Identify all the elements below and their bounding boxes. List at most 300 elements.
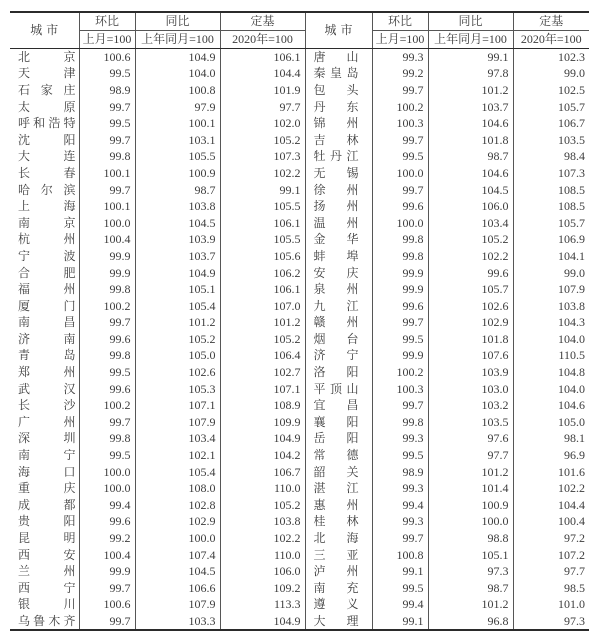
base-value-right: 108.5 [558,199,585,214]
city-cell-right: 大理 [305,613,372,630]
city-cell-left: 长沙 [10,397,79,414]
mom-value-left: 100.1 [79,198,135,215]
mom-value-right: 100.3 [372,380,428,397]
price-index-table-container [10,11,589,631]
city-cell-right: 韶关 [305,463,372,480]
base-value-right: 107.2 [558,547,585,562]
city-cell-left: 长春 [10,165,79,182]
city-cell-right: 遵义 [305,596,372,613]
yoy-value-left: 107.9 [135,414,220,431]
city-cell-left: 大连 [10,148,79,165]
mom-value-left: 100.2 [79,397,135,414]
city-cell-left: 重庆 [10,480,79,497]
table-row [10,49,589,66]
yoy-value-right: 102.2 [428,248,513,265]
mom-value-right: 98.9 [372,463,428,480]
city-cell-left: 石家庄 [10,82,79,99]
price-index-table [10,11,589,631]
mom-value-left: 100.6 [79,49,135,66]
table-row [10,447,589,464]
city-cell-right: 北海 [305,530,372,547]
table-row [10,65,589,82]
yoy-value-left: 104.5 [135,214,220,231]
base-value-left: 107.1 [220,380,305,397]
mom-value-right: 100.0 [372,165,428,182]
yoy-value-left: 103.7 [135,248,220,265]
yoy-value-left: 103.4 [135,430,220,447]
mom-value-right: 99.9 [372,281,428,298]
mom-value-left: 99.7 [79,613,135,630]
mom-value-right: 99.2 [372,65,428,82]
base-value-right: 107.3 [558,165,585,180]
mom-value-right: 99.1 [372,613,428,630]
yoy-value-right: 104.6 [428,115,513,132]
city-cell-right: 温州 [305,214,372,231]
mom-value-right: 99.8 [372,248,428,265]
city-cell-right: 锦州 [305,115,372,132]
mom-value-left: 99.9 [79,563,135,580]
mom-value-right: 99.7 [372,397,428,414]
yoy-value-right: 96.8 [428,613,513,630]
yoy-value-right: 106.0 [428,198,513,215]
base-value-left: 106.1 [220,49,305,66]
table-row [10,414,589,431]
base-value-left: 102.7 [220,364,305,381]
city-cell-left: 济南 [10,331,79,348]
base-value-left: 110.0 [220,546,305,563]
city-cell-left: 昆明 [10,530,79,547]
city-cell-left: 贵阳 [10,513,79,530]
mom-value-left: 100.4 [79,231,135,248]
base-value-left: 102.2 [220,165,305,182]
yoy-value-left: 104.9 [135,264,220,281]
city-cell-left: 沈阳 [10,131,79,148]
base-value-right: 107.9 [558,282,585,297]
city-cell-right: 蚌埠 [305,248,372,265]
yoy-value-right: 101.2 [428,596,513,613]
table-row [10,513,589,530]
table-row [10,380,589,397]
base-value-left: 110.0 [220,480,305,497]
yoy-value-right: 103.2 [428,397,513,414]
city-cell-left: 天津 [10,65,79,82]
city-cell-right: 九江 [305,297,372,314]
table-row [10,580,589,597]
city-cell-left: 福州 [10,281,79,298]
yoy-value-left: 105.0 [135,347,220,364]
base-value-left: 105.5 [220,231,305,248]
mom-value-left: 99.4 [79,497,135,514]
mom-value-left: 99.8 [79,148,135,165]
city-cell-left: 北京 [10,49,79,66]
base-value-right: 99.0 [564,265,585,280]
mom-value-right: 100.8 [372,546,428,563]
base-value-left: 99.1 [220,181,305,198]
mom-value-right: 99.7 [372,82,428,99]
city-cell-right: 洛阳 [305,364,372,381]
mom-value-left: 99.5 [79,447,135,464]
mom-value-right: 99.1 [372,563,428,580]
base-value-right: 97.7 [564,564,585,579]
mom-value-right: 99.7 [372,131,428,148]
city-cell-left: 西宁 [10,580,79,597]
yoy-value-left: 100.1 [135,115,220,132]
city-cell-right: 秦皇岛 [305,65,372,82]
base-value-left: 104.9 [220,430,305,447]
yoy-value-right: 97.3 [428,563,513,580]
city-cell-right: 泉州 [305,281,372,298]
mom-value-left: 99.8 [79,281,135,298]
yoy-value-left: 105.2 [135,331,220,348]
base-value-left: 106.1 [220,281,305,298]
table-row [10,248,589,265]
city-cell-right: 湛江 [305,480,372,497]
base-value-left: 106.0 [220,563,305,580]
yoy-value-left: 102.8 [135,497,220,514]
yoy-value-left: 105.1 [135,281,220,298]
yoy-value-left: 108.0 [135,480,220,497]
yoy-value-left: 101.2 [135,314,220,331]
base-value-right: 104.0 [558,381,585,396]
base-value-right: 101.6 [558,464,585,479]
mom-value-right: 100.0 [372,214,428,231]
base-value-right: 97.3 [564,613,585,628]
mom-value-left: 98.9 [79,82,135,99]
yoy-value-right: 99.6 [428,264,513,281]
mom-value-left: 99.7 [79,314,135,331]
mom-value-right: 99.8 [372,414,428,431]
city-cell-left: 郑州 [10,364,79,381]
base-value-right: 96.9 [564,448,585,463]
yoy-value-right: 101.2 [428,82,513,99]
mom-value-right: 99.4 [372,497,428,514]
city-cell-left: 海口 [10,463,79,480]
city-cell-right: 丹东 [305,98,372,115]
base-value-right: 102.5 [558,82,585,97]
header-mom-left: 环比 [79,12,135,31]
yoy-value-left: 102.1 [135,447,220,464]
base-value-left: 107.3 [220,148,305,165]
base-value-right: 105.0 [558,414,585,429]
base-value-right: 104.0 [558,331,585,346]
subheader-yoy-right: 上年同月=100 [428,31,513,49]
base-value-left: 107.0 [220,297,305,314]
yoy-value-left: 105.3 [135,380,220,397]
base-value-left: 102.2 [220,530,305,547]
city-cell-right: 扬州 [305,198,372,215]
yoy-value-right: 101.8 [428,331,513,348]
table-row [10,314,589,331]
city-cell-left: 广州 [10,414,79,431]
mom-value-left: 99.9 [79,264,135,281]
mom-value-right: 99.6 [372,297,428,314]
base-value-left: 97.7 [220,98,305,115]
base-value-right: 101.0 [558,597,585,612]
yoy-value-right: 104.5 [428,181,513,198]
base-value-right: 108.5 [558,182,585,197]
base-value-right: 99.0 [564,66,585,81]
base-value-right: 105.7 [558,215,585,230]
table-row [10,115,589,132]
mom-value-left: 99.7 [79,131,135,148]
city-cell-right: 常德 [305,447,372,464]
mom-value-right: 100.3 [372,115,428,132]
yoy-value-right: 103.7 [428,98,513,115]
city-cell-left: 哈尔滨 [10,181,79,198]
yoy-value-left: 103.1 [135,131,220,148]
base-value-left: 113.3 [220,596,305,613]
yoy-value-left: 100.9 [135,165,220,182]
mom-value-left: 99.8 [79,347,135,364]
city-cell-left: 杭州 [10,231,79,248]
yoy-value-right: 101.8 [428,131,513,148]
yoy-value-left: 107.4 [135,546,220,563]
table-row [10,497,589,514]
mom-value-right: 99.5 [372,580,428,597]
mom-value-right: 99.4 [372,596,428,613]
base-value-left: 105.2 [220,497,305,514]
yoy-value-left: 107.9 [135,596,220,613]
city-cell-right: 南充 [305,580,372,597]
city-cell-left: 宁波 [10,248,79,265]
city-cell-right: 桂林 [305,513,372,530]
table-row [10,347,589,364]
table-row [10,397,589,414]
yoy-value-left: 104.5 [135,563,220,580]
city-cell-right: 安庆 [305,264,372,281]
mom-value-right: 99.8 [372,231,428,248]
yoy-value-right: 97.8 [428,65,513,82]
base-value-left: 106.1 [220,214,305,231]
city-cell-right: 襄阳 [305,414,372,431]
mom-value-right: 99.7 [372,530,428,547]
city-cell-left: 南宁 [10,447,79,464]
header-base-left: 定基 [220,12,305,31]
base-value-left: 101.2 [220,314,305,331]
mom-value-left: 100.0 [79,480,135,497]
yoy-value-right: 103.5 [428,414,513,431]
city-cell-left: 合肥 [10,264,79,281]
city-cell-right: 泸州 [305,563,372,580]
yoy-value-right: 107.6 [428,347,513,364]
yoy-value-right: 105.2 [428,231,513,248]
mom-value-left: 100.0 [79,214,135,231]
city-cell-right: 三亚 [305,546,372,563]
mom-value-right: 100.2 [372,364,428,381]
city-cell-right: 包头 [305,82,372,99]
table-row [10,281,589,298]
yoy-value-right: 103.9 [428,364,513,381]
table-row [10,480,589,497]
yoy-value-left: 104.9 [135,49,220,66]
city-cell-left: 武汉 [10,380,79,397]
city-cell-right: 宜昌 [305,397,372,414]
base-value-right: 102.2 [558,481,585,496]
base-value-right: 110.5 [558,348,585,363]
header-yoy-left: 同比 [135,12,220,31]
mom-value-right: 99.9 [372,264,428,281]
base-value-right: 98.1 [564,431,585,446]
yoy-value-right: 103.4 [428,214,513,231]
table-row [10,165,589,182]
yoy-value-right: 101.4 [428,480,513,497]
base-value-right: 106.9 [558,232,585,247]
yoy-value-right: 101.2 [428,463,513,480]
city-cell-right: 济宁 [305,347,372,364]
city-cell-right: 唐山 [305,49,372,66]
yoy-value-right: 98.7 [428,580,513,597]
base-value-right: 97.2 [564,531,585,546]
base-value-left: 108.9 [220,397,305,414]
subheader-base-right: 2020年=100 [513,31,589,49]
yoy-value-right: 100.0 [428,513,513,530]
base-value-left: 102.0 [220,115,305,132]
yoy-value-right: 97.6 [428,430,513,447]
base-value-right: 102.3 [558,50,585,65]
mom-value-right: 99.3 [372,49,428,66]
mom-value-left: 99.6 [79,513,135,530]
table-header [10,12,589,49]
city-cell-left: 兰州 [10,563,79,580]
mom-value-right: 99.5 [372,331,428,348]
base-value-right: 104.4 [558,497,585,512]
yoy-value-right: 99.1 [428,49,513,66]
yoy-value-right: 100.9 [428,497,513,514]
yoy-value-left: 105.5 [135,148,220,165]
mom-value-left: 100.1 [79,165,135,182]
header-city-left: 城市 [10,12,79,49]
city-cell-right: 烟台 [305,331,372,348]
mom-value-left: 100.2 [79,297,135,314]
city-cell-right: 平顶山 [305,380,372,397]
mom-value-right: 99.3 [372,480,428,497]
city-cell-left: 成都 [10,497,79,514]
base-value-right: 103.5 [558,132,585,147]
table-row [10,613,589,630]
mom-value-right: 99.7 [372,181,428,198]
base-value-left: 104.4 [220,65,305,82]
mom-value-left: 99.6 [79,380,135,397]
city-cell-left: 乌鲁木齐 [10,613,79,630]
mom-value-left: 99.2 [79,530,135,547]
mom-value-left: 99.6 [79,331,135,348]
subheader-yoy-left: 上年同月=100 [135,31,220,49]
table-row [10,463,589,480]
city-cell-left: 呼和浩特 [10,115,79,132]
yoy-value-right: 102.9 [428,314,513,331]
mom-value-right: 99.3 [372,513,428,530]
base-value-right: 103.8 [558,298,585,313]
mom-value-left: 100.6 [79,596,135,613]
mom-value-left: 99.9 [79,248,135,265]
base-value-left: 104.9 [220,613,305,630]
base-value-right: 98.4 [564,149,585,164]
table-row [10,430,589,447]
mom-value-left: 99.5 [79,115,135,132]
mom-value-left: 99.7 [79,580,135,597]
mom-value-left: 99.8 [79,430,135,447]
base-value-right: 98.5 [564,580,585,595]
mom-value-left: 99.7 [79,181,135,198]
city-cell-left: 南京 [10,214,79,231]
table-row [10,563,589,580]
yoy-value-left: 106.6 [135,580,220,597]
base-value-right: 100.4 [558,514,585,529]
table-row [10,546,589,563]
yoy-value-left: 100.8 [135,82,220,99]
subheader-mom-right: 上月=100 [372,31,428,49]
table-row [10,214,589,231]
city-cell-right: 金华 [305,231,372,248]
base-value-right: 106.7 [558,116,585,131]
base-value-left: 106.7 [220,463,305,480]
mom-value-left: 99.7 [79,414,135,431]
mom-value-left: 99.5 [79,364,135,381]
yoy-value-right: 104.6 [428,165,513,182]
city-cell-right: 赣州 [305,314,372,331]
mom-value-right: 100.2 [372,98,428,115]
city-cell-right: 无锡 [305,165,372,182]
yoy-value-left: 100.0 [135,530,220,547]
table-row [10,364,589,381]
yoy-value-left: 104.0 [135,65,220,82]
subheader-base-left: 2020年=100 [220,31,305,49]
city-cell-left: 深圳 [10,430,79,447]
yoy-value-left: 105.4 [135,297,220,314]
yoy-value-right: 105.1 [428,546,513,563]
yoy-value-right: 102.6 [428,297,513,314]
yoy-value-left: 103.8 [135,198,220,215]
mom-value-left: 100.4 [79,546,135,563]
table-row [10,264,589,281]
header-mom-right: 环比 [372,12,428,31]
base-value-left: 106.2 [220,264,305,281]
table-row [10,181,589,198]
yoy-value-left: 98.7 [135,181,220,198]
base-value-left: 103.8 [220,513,305,530]
table-row [10,198,589,215]
table-row [10,148,589,165]
table-row [10,131,589,148]
subheader-mom-left: 上月=100 [79,31,135,49]
table-body [10,49,589,630]
base-value-left: 105.5 [220,198,305,215]
table-row [10,82,589,99]
yoy-value-left: 102.9 [135,513,220,530]
city-cell-right: 岳阳 [305,430,372,447]
yoy-value-left: 105.4 [135,463,220,480]
table-row [10,331,589,348]
table-row [10,297,589,314]
base-value-left: 104.2 [220,447,305,464]
base-value-right: 104.1 [558,248,585,263]
mom-value-right: 99.6 [372,198,428,215]
yoy-value-right: 98.7 [428,148,513,165]
city-cell-left: 厦门 [10,297,79,314]
city-cell-right: 徐州 [305,181,372,198]
yoy-value-left: 103.9 [135,231,220,248]
yoy-value-right: 97.7 [428,447,513,464]
city-cell-left: 西安 [10,546,79,563]
base-value-right: 104.6 [558,398,585,413]
city-cell-left: 太原 [10,98,79,115]
base-value-left: 109.9 [220,414,305,431]
yoy-value-right: 103.0 [428,380,513,397]
yoy-value-left: 107.1 [135,397,220,414]
header-base-right: 定基 [513,12,589,31]
mom-value-right: 99.5 [372,447,428,464]
city-cell-left: 南昌 [10,314,79,331]
